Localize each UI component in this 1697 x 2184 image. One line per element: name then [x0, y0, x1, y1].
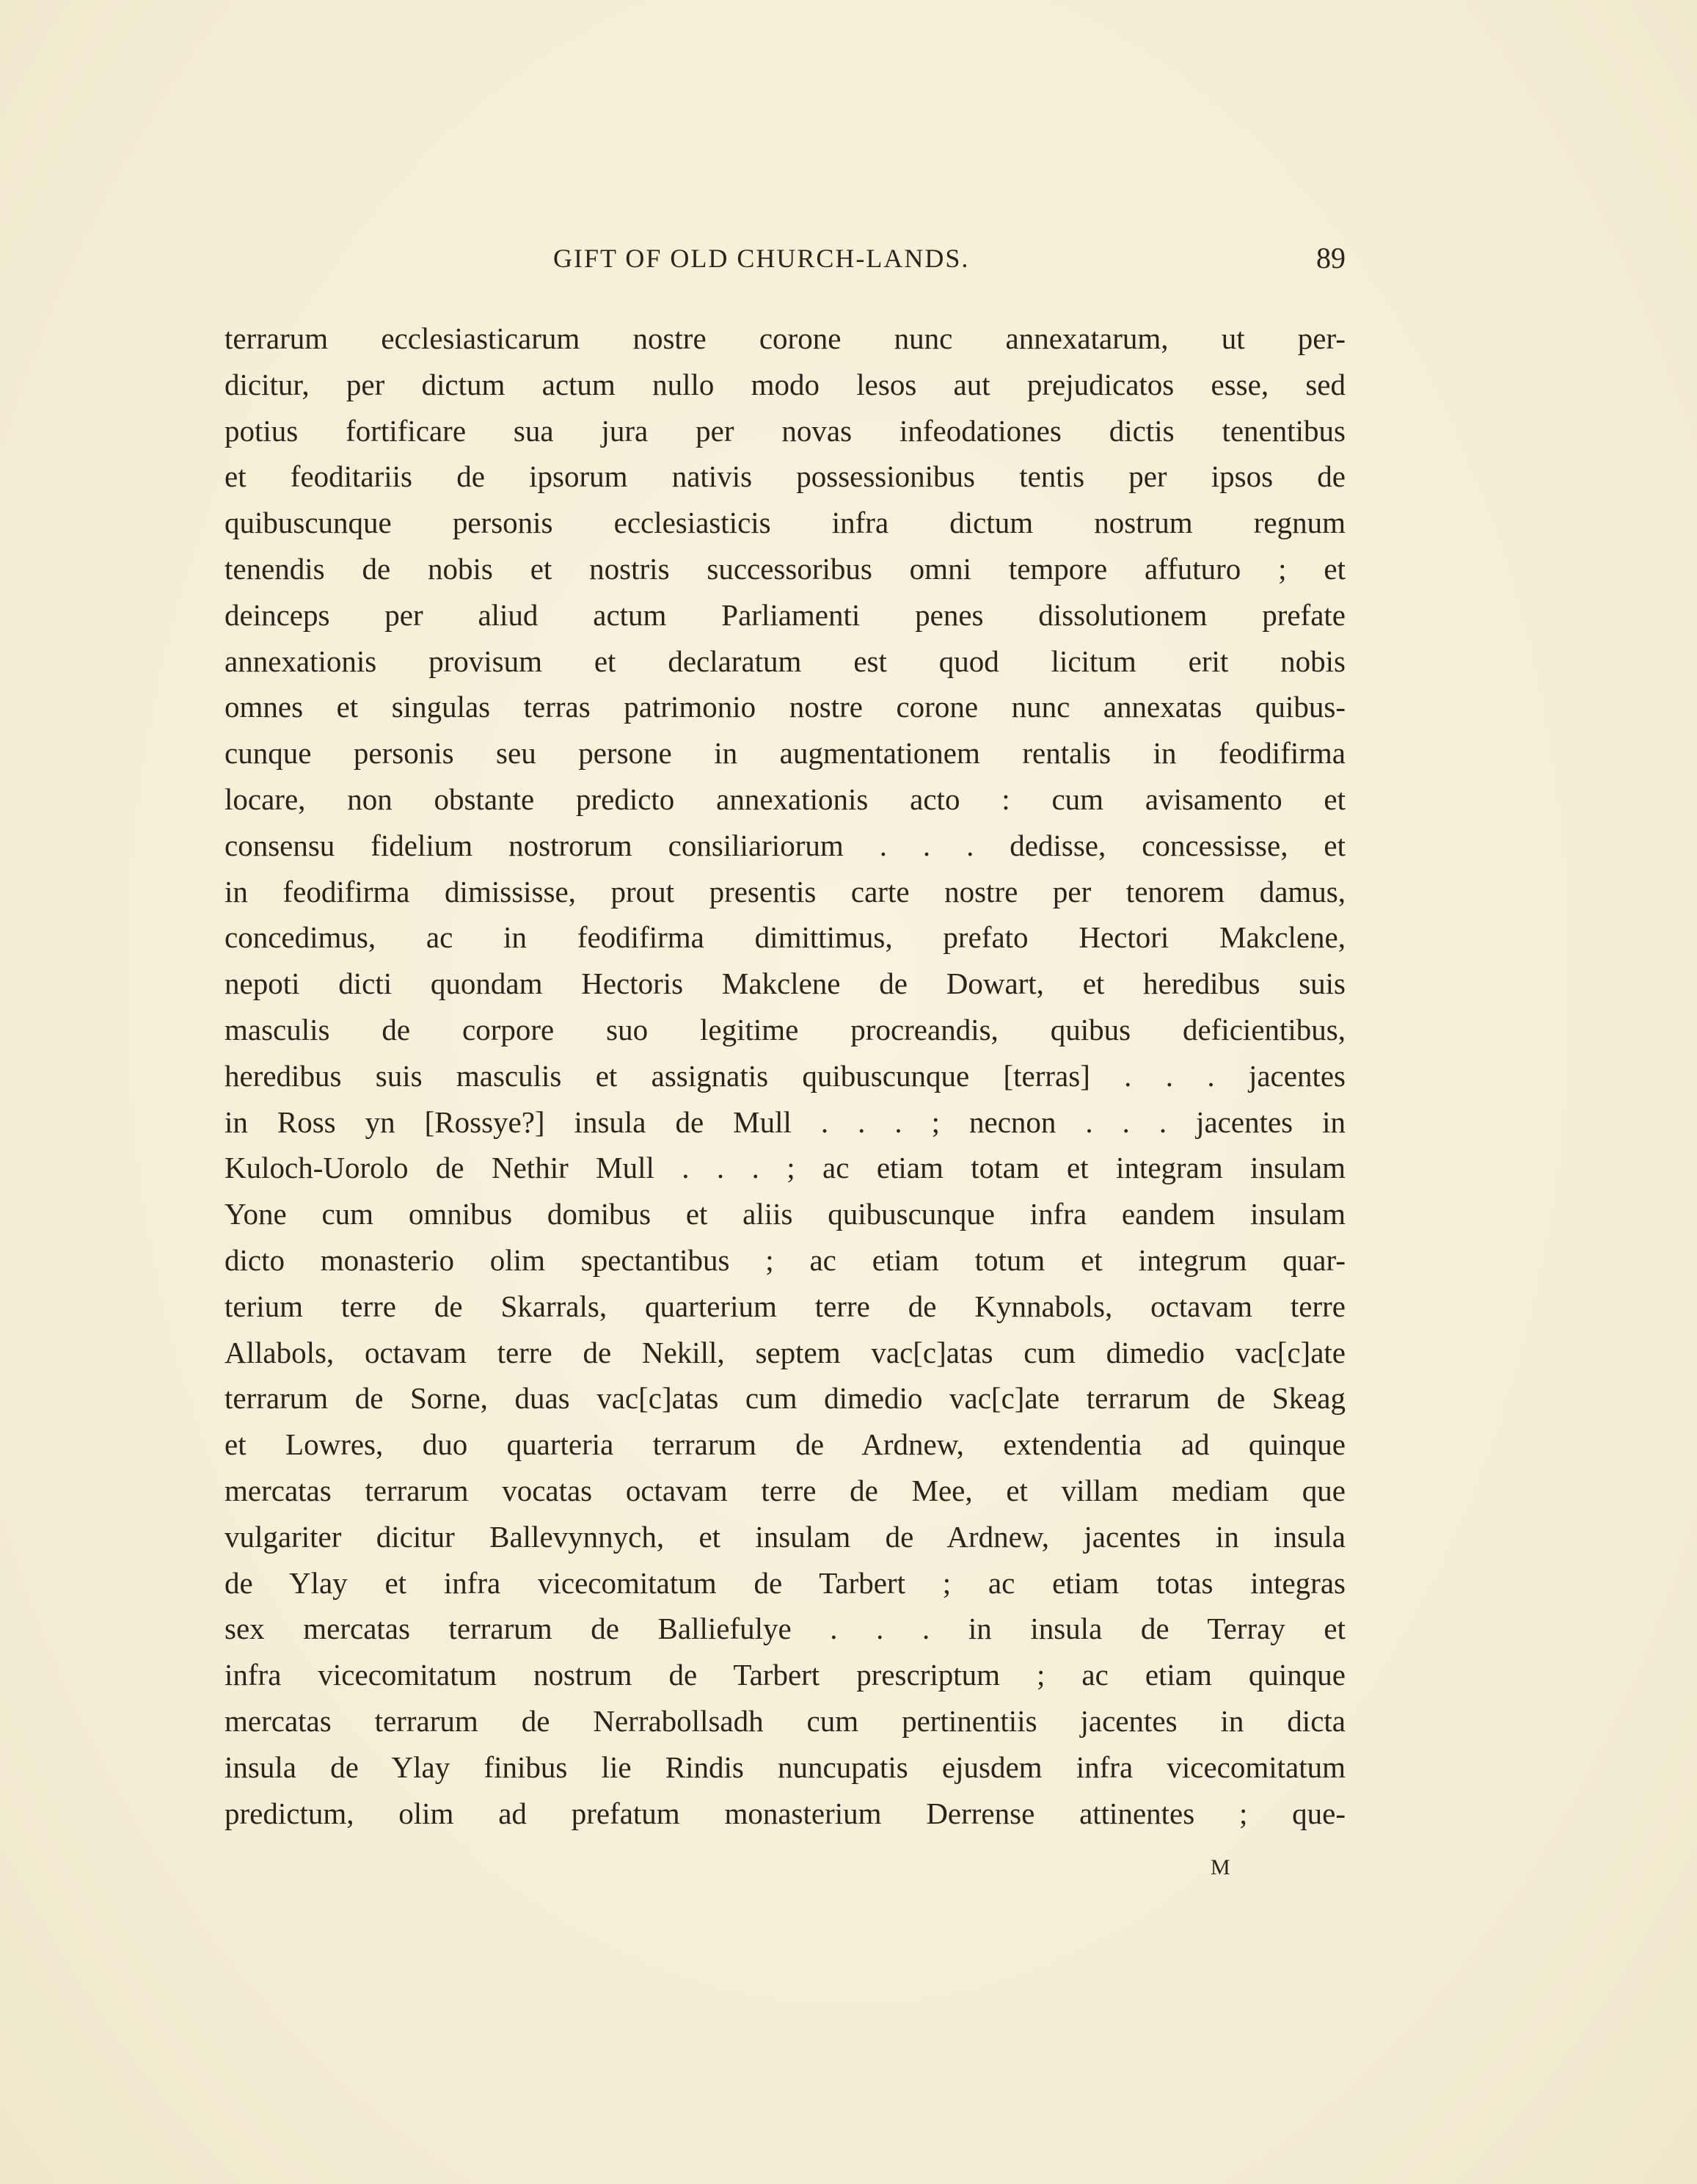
text-line: potius fortificare sua jura per novas infeodationes dictis tenentibus — [225, 413, 1346, 448]
text-line: et feoditariis de ipsorum nativis possessionibus tentis per ipsos de — [225, 459, 1346, 494]
text-line: de Ylay et infra vicecomitatum de Tarbert ; ac etiam totas integras — [225, 1565, 1346, 1600]
text-line: cunque personis seu persone in augmentationem rentalis in feodifirma — [225, 736, 1346, 771]
text-line: mercatas terrarum vocatas octavam terre de Mee, et villam mediam que — [225, 1473, 1346, 1507]
text-line: vulgariter dicitur Ballevynnych, et insulam de Ardnew, jacentes in insula — [225, 1519, 1346, 1554]
running-title: GIFT OF OLD CHURCH-LANDS. — [553, 244, 970, 273]
text-line: consensu fidelium nostrorum consiliariorum . . . dedisse, concessisse, et — [225, 828, 1346, 862]
text-line: mercatas terrarum de Nerrabollsadh cum pertinentiis jacentes in dicta — [225, 1703, 1346, 1738]
text-line: deinceps per aliud actum Parliamenti penes dissolutionem prefate — [225, 597, 1346, 632]
text-line: insula de Ylay finibus lie Rindis nuncupatis ejusdem infra vicecomitatum — [225, 1750, 1346, 1784]
text-line: concedimus, ac in feodifirma dimittimus, prefato Hectori Makclene, — [225, 920, 1346, 955]
text-line: terrarum ecclesiasticarum nostre corone nunc annexatarum, ut per- — [225, 321, 1346, 355]
text-line: terrarum de Sorne, duas vac[c]atas cum dimedio vac[c]ate terrarum de Skeag — [225, 1381, 1346, 1416]
signature-mark: M — [1211, 1855, 1231, 1879]
text-line: infra vicecomitatum nostrum de Tarbert prescriptum ; ac etiam quinque — [225, 1658, 1346, 1692]
text-line: annexationis provisum et declaratum est quod licitum erit nobis — [225, 644, 1346, 678]
text-line: in feodifirma dimississe, prout presentis carte nostre per tenorem damus, — [225, 874, 1346, 909]
text-line: masculis de corpore suo legitime procreandis, quibus deficientibus, — [225, 1012, 1346, 1046]
text-line: nepoti dicti quondam Hectoris Makclene de Dowart, et heredibus suis — [225, 967, 1346, 1001]
text-line: locare, non obstante predicto annexationis acto : cum avisamento et — [225, 782, 1346, 816]
text-line: Allabols, octavam terre de Nekill, septem vac[c]atas cum dimedio vac[c]ate — [225, 1335, 1346, 1369]
text-line: et Lowres, duo quarteria terrarum de Ardnew, extendentia ad quinque — [225, 1427, 1346, 1462]
text-line: omnes et singulas terras patrimonio nostre corone nunc annexatas quibus- — [225, 690, 1346, 724]
text-line: heredibus suis masculis et assignatis quibuscunque [terras] . . . jacentes — [225, 1058, 1346, 1093]
body-text — [225, 316, 1346, 1836]
text-line: terium terre de Skarrals, quarterium terre de Kynnabols, octavam terre — [225, 1289, 1346, 1323]
text-line: predictum, olim ad prefatum monasterium Derrense attinentes ; que- — [225, 1796, 1346, 1830]
text-line: sex mercatas terrarum de Balliefulye . . . in insula de Terray et — [225, 1612, 1346, 1646]
text-line: dicto monasterio olim spectantibus ; ac etiam totum et integrum quar- — [225, 1242, 1346, 1277]
text-line: quibuscunque personis ecclesiasticis infra dictum nostrum regnum — [225, 506, 1346, 540]
text-line: Kuloch-Uorolo de Nethir Mull . . . ; ac etiam totam et integram insulam — [225, 1151, 1346, 1185]
text-line: in Ross yn [Rossye?] insula de Mull . . . ; necnon . . . jacentes in — [225, 1104, 1346, 1139]
text-line: tenendis de nobis et nostris successoribus omni tempore affuturo ; et — [225, 551, 1346, 586]
text-line: dicitur, per dictum actum nullo modo lesos aut prejudicatos esse, sed — [225, 367, 1346, 401]
page-number: 89 — [1316, 241, 1346, 274]
text-line: Yone cum omnibus domibus et aliis quibuscunque infra eandem insulam — [225, 1197, 1346, 1231]
running-head — [225, 236, 1346, 280]
